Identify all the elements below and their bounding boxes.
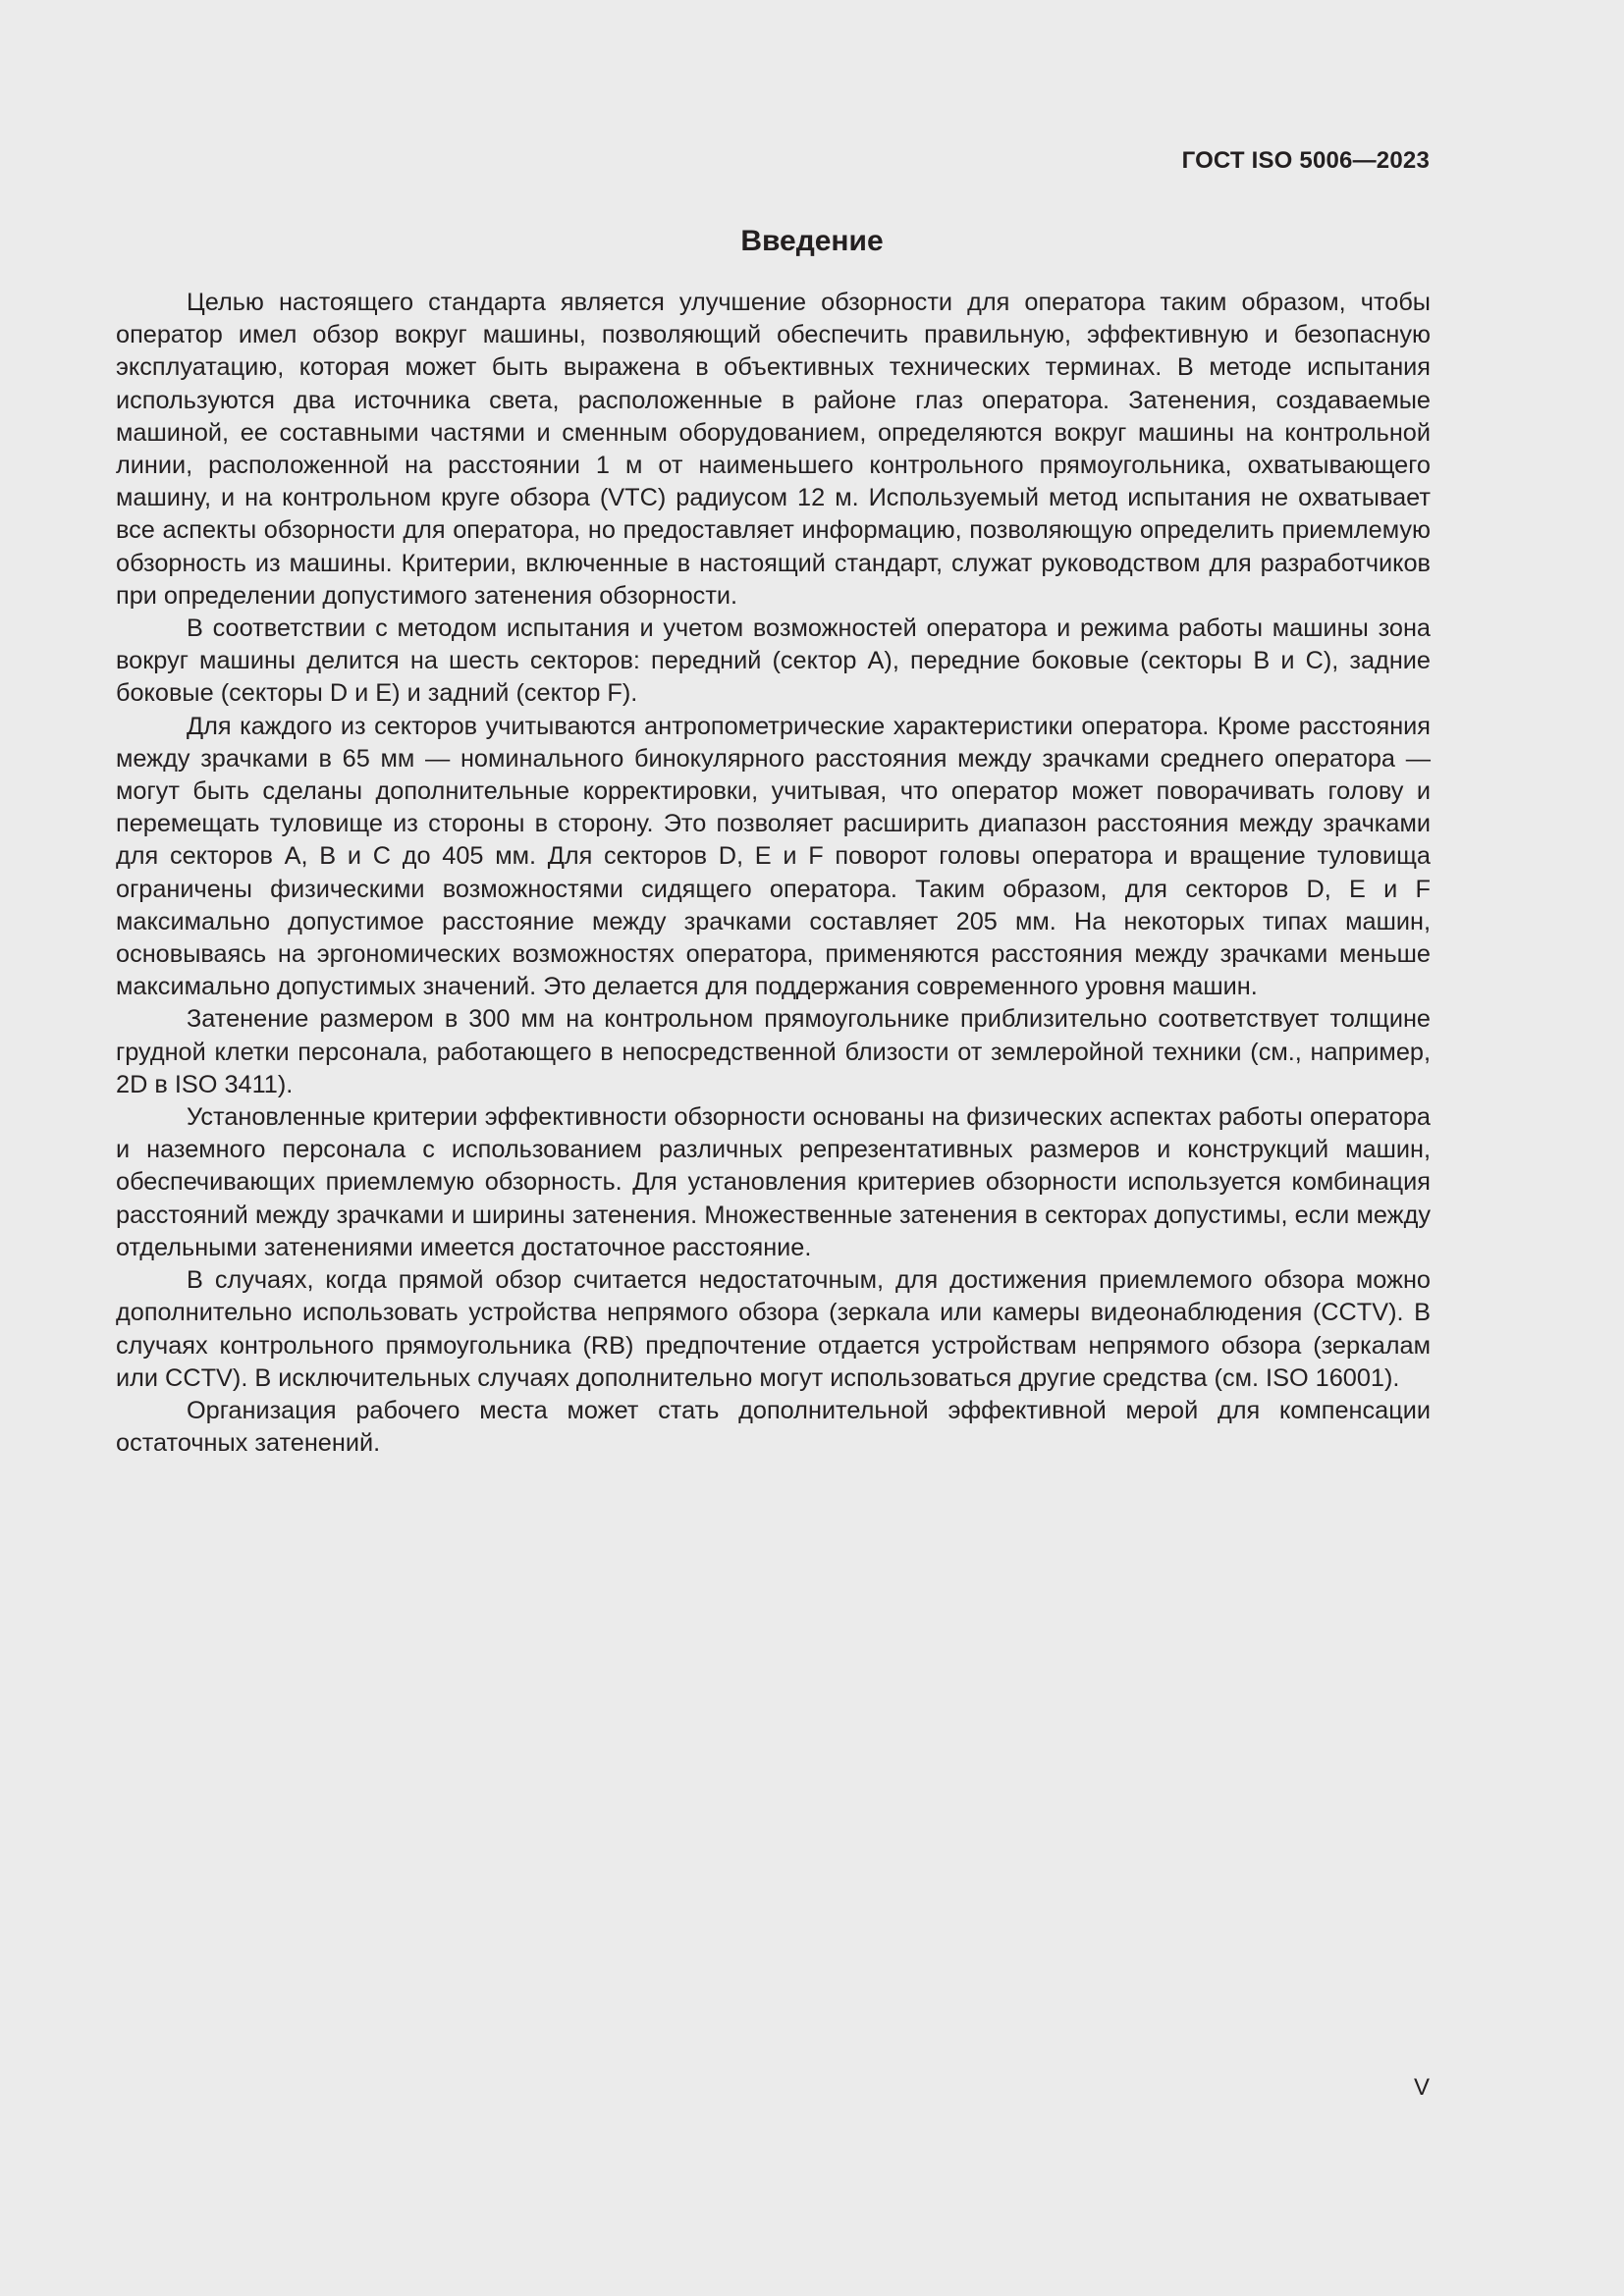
paragraph: Для каждого из секторов учитываются антропометрические характеристики оператора. Кроме расстояния между зрачками в 65 мм — номинального бинокулярного расстояния между зрачками среднего оператора — могут быть сделаны дополнительные корректировки, учитывая, что оператор может поворачивать голову и перемещать туловище из стороны в сторону. Это позволяет расширить диапазон расстояния между зрачками для секторов A, B и C до 405 мм. Для секторов D, E и F поворот головы оператора и вращение туловища ограничены физическими возможностями сидящего оператора. Таким образом, для секторов D, E и F максимально допустимое расстояние между зрачками составляет 205 мм. На некоторых типах машин, основываясь на эргономических возможностях оператора, применяются расстояния между зрачками меньше максимально допустимых значений. Это делается для поддержания современного уровня машин. [116,712,1431,1001]
standard-code-header: ГОСТ ISO 5006—2023 [1181,147,1430,174]
paragraph: В случаях, когда прямой обзор считается недостаточным, для достижения приемлемого обзора можно дополнительно использовать устройства непрямого обзора (зеркала или камеры видеонаблюдения (CCTV). В случаях контрольного прямоугольника (RB) предпочтение отдается устройствам непрямого обзора (зеркалам или CCTV). В исключительных случаях дополнительно могут использоваться другие средства (см. ISO 16001). [116,1266,1431,1392]
paragraph: В соответствии с методом испытания и учетом возможностей оператора и режима работы машины зона вокруг машины делится на шесть секторов: передний (сектор A), передние боковые (секторы B и C), задние боковые (секторы D и E) и задний (сектор F). [116,614,1431,708]
paragraph: Целью настоящего стандарта является улучшение обзорности для оператора таким образом, чтобы оператор имел обзор вокруг машины, позволяющий обеспечить правильную, эффективную и безопасную эксплуатацию, которая может быть выражена в объективных технических терминах. В методе испытания используются два источника света, расположенные в районе глаз оператора. Затенения, создаваемые машиной, ее составными частями и сменным оборудованием, определяются вокруг машины на контрольной линии, расположенной на расстоянии 1 м от наименьшего контрольного прямоугольника, охватывающего машину, и на контрольном круге обзора (VTC) радиусом 12 м. Используемый метод испытания не охватывает все аспекты обзорности для оператора, но предоставляет информацию, позволяющую определить приемлемую обзорность из машины. Критерии, включенные в настоящий стандарт, служат руководством для разработчиков при определении допустимого затенения обзорности. [116,289,1431,610]
paragraph: Установленные критерии эффективности обзорности основаны на физических аспектах работы оператора и наземного персонала с использованием различных репрезентативных размеров и конструкций машин, обеспечивающих приемлемую обзорность. Для установления критериев обзорности используется комбинация расстояний между зрачками и ширины затенения. Множественные затенения в секторах допустимы, если между отдельными затенениями имеется достаточное расстояние. [116,1103,1431,1261]
page-number: V [1413,2074,1430,2101]
paragraph: Организация рабочего места может стать дополнительной эффективной мерой для компенсации остаточных затенений. [116,1396,1431,1458]
paragraph: Затенение размером в 300 мм на контрольном прямоугольнике приблизительно соответствует толщине грудной клетки персонала, работающего в непосредственной близости от землеройной техники (см., например, 2D в ISO 3411). [116,1005,1431,1098]
section-title: Введение [740,225,884,257]
body-text [116,287,1431,1460]
